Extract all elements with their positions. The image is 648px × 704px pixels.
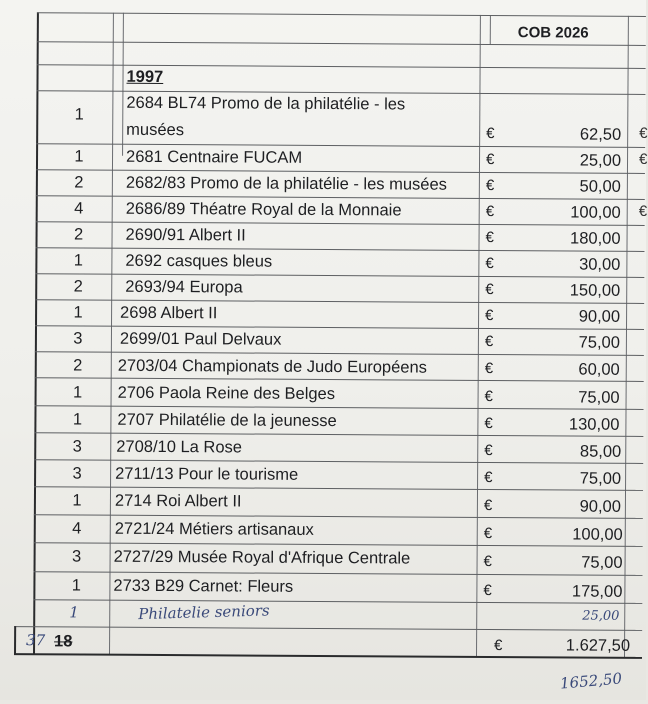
column-title: COB 2026: [517, 24, 589, 42]
row-qty: 1: [73, 303, 83, 322]
row-amount: 50,00: [579, 177, 621, 196]
row-description: 2733 B29 Carnet: Fleurs: [113, 576, 294, 596]
euro-sign: €: [485, 254, 494, 273]
handwritten-count: 37: [26, 631, 46, 650]
row-qty: 1: [74, 105, 84, 124]
euro-sign: €: [483, 552, 492, 571]
table-left-border: [33, 12, 39, 654]
handwritten-grand-total: 1652,50: [559, 669, 623, 693]
row-qty: 3: [71, 547, 82, 566]
row-description: 2708/10 La Rose: [116, 437, 243, 457]
row-amount: 90,00: [578, 307, 621, 326]
euro-sign: €: [484, 387, 493, 406]
column-divider-header: [490, 15, 491, 45]
euro-sign: €: [485, 176, 495, 195]
row-amount: 30,00: [579, 255, 621, 274]
euro-sign: €: [485, 306, 494, 325]
row-qty: 2: [73, 356, 83, 375]
row-amount: 75,00: [578, 333, 620, 352]
row-description: 2727/29 Musée Royal d'Afrique Centrale: [113, 547, 411, 568]
row-amount: 75,00: [578, 388, 620, 407]
row-description: 2681 Centnaire FUCAM: [125, 147, 303, 167]
euro-sign: €: [485, 202, 495, 221]
row-amount: 180,00: [570, 229, 621, 248]
row-description: 2699/01 Paul Delvaux: [119, 329, 282, 349]
row-qty: 2: [73, 277, 83, 296]
row-qty: 3: [72, 437, 82, 456]
row-qty: 1: [71, 576, 82, 595]
clipped-euro-sign: €: [638, 150, 648, 168]
euro-sign: €: [484, 359, 494, 378]
row-line: [37, 12, 646, 17]
euro-sign: €: [494, 637, 503, 655]
row-amount: 60,00: [578, 360, 620, 379]
row-amount: 90,00: [579, 497, 621, 516]
total-amount: 1.627,50: [565, 636, 631, 655]
row-description: 2711/13 Pour le tourisme: [115, 464, 299, 484]
column-divider-currency: [476, 15, 481, 657]
euro-sign: €: [484, 332, 494, 351]
row-qty: 3: [73, 329, 83, 348]
row-qty: 4: [74, 199, 84, 218]
row-qty: 1: [72, 410, 83, 429]
row-qty: 1: [72, 383, 83, 402]
euro-sign: €: [483, 581, 492, 600]
row-description: 2690/91 Albert II: [125, 225, 246, 245]
row-description: 2692 casques bleus: [125, 251, 273, 271]
row-description: 2686/89 Théatre Royal de la Monnaie: [125, 199, 402, 220]
column-divider-amount: [624, 16, 629, 658]
section-year: 1997: [126, 67, 164, 86]
euro-sign: €: [483, 524, 493, 543]
handwritten-description: Philatelie seniors: [138, 601, 270, 624]
row-amount: 25,00: [579, 151, 622, 170]
count-struck: 18: [54, 632, 73, 651]
row-amount: 75,00: [579, 469, 622, 488]
row-qty: 1: [72, 491, 82, 510]
row-qty: 4: [72, 519, 82, 538]
euro-sign: €: [485, 228, 494, 247]
row-amount: 100,00: [570, 203, 621, 222]
handwritten-amount: 25,00: [582, 608, 620, 624]
euro-sign: €: [484, 441, 493, 460]
row-description: 2706 Paola Reine des Belges: [117, 383, 336, 404]
row-description: 2693/94 Europa: [125, 277, 243, 297]
row-amount: 150,00: [569, 281, 621, 300]
total-left-border: [14, 626, 16, 654]
clipped-euro-sign: €: [638, 202, 648, 220]
euro-sign: €: [484, 468, 493, 487]
row-amount: 175,00: [571, 582, 623, 601]
row-qty: 1: [73, 251, 84, 270]
row-description: 2714 Roi Albert II: [114, 491, 242, 511]
euro-sign: €: [486, 124, 495, 143]
euro-sign: €: [483, 496, 493, 515]
column-divider-qty-upper: [122, 13, 124, 156]
row-amount: 85,00: [579, 442, 622, 461]
row-amount: 75,00: [581, 553, 623, 572]
row-description: musées: [126, 120, 185, 140]
clipped-euro-sign: €: [639, 124, 648, 142]
row-qty: 3: [72, 464, 82, 483]
euro-sign: €: [485, 150, 495, 169]
row-description: 2698 Albert II: [120, 303, 218, 323]
euro-sign: €: [485, 280, 494, 299]
row-amount: 130,00: [568, 415, 620, 434]
row-description: 2682/83 Promo de la philatélie - les musées: [125, 173, 447, 194]
row-amount: 100,00: [572, 525, 623, 544]
row-description: 2707 Philatélie de la jeunesse: [117, 410, 337, 431]
row-qty: 2: [74, 173, 84, 192]
row-description: 2703/04 Championats de Judo Européens: [117, 356, 427, 377]
handwritten-qty: 1: [69, 603, 79, 622]
row-description: 2721/24 Métiers artisanaux: [114, 519, 314, 539]
euro-sign: €: [484, 414, 493, 433]
row-qty: 2: [73, 225, 84, 244]
row-description: 2684 BL74 Promo de la philatélie - les: [126, 93, 406, 114]
row-qty: 1: [74, 147, 84, 166]
row-amount: 62,50: [579, 125, 622, 144]
